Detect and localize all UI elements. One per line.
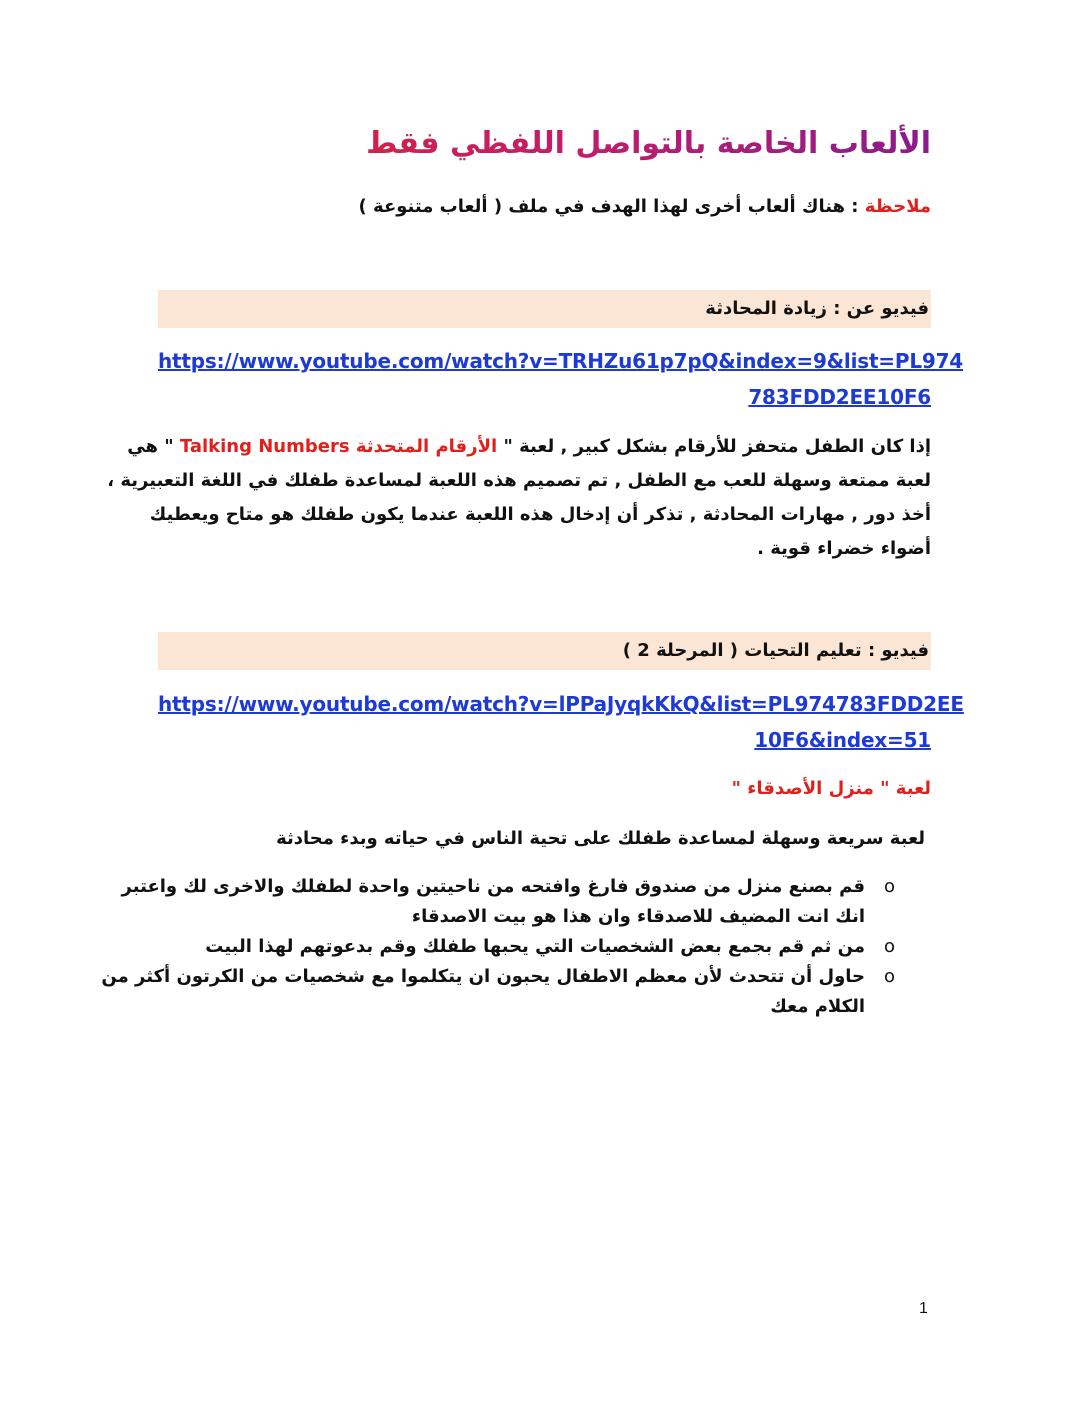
link-line: 10F6&index=51: [754, 728, 931, 752]
bullet-circle-icon: o: [883, 876, 895, 897]
link-line: https://www.youtube.com/watch?v=lPPaJyqkKkQ&list=PL974783FDD2EE: [158, 692, 964, 716]
paragraph-text: إذا كان الطفل متحفز للأرقام بشكل كبير , لعبة ": [497, 436, 931, 457]
section-heading-conversation: فيديو عن : زيادة المحادثة: [158, 290, 931, 328]
link-line: 783FDD2EE10F6: [748, 385, 931, 409]
list-item: [158, 932, 931, 962]
page-title: الألعاب الخاصة بالتواصل اللفظي فقط: [158, 122, 931, 166]
talking-numbers-paragraph: [107, 430, 931, 566]
game-name-highlight: الأرقام المتحدثة Talking Numbers: [179, 436, 498, 457]
game-title-friends-house: لعبة " منزل الأصدقاء ": [731, 778, 931, 799]
page-number: 1: [919, 1300, 928, 1317]
list-item-text: حاول أن تتحدث لأن معظم الاطفال يحبون ان يتكلموا مع شخصيات من الكرتون أكثر من: [101, 966, 865, 987]
list-item-text: قم بصنع منزل من صندوق فارغ وافتحه من ناحيتين واحدة لطفلك والاخرى لك واعتبر: [121, 876, 865, 897]
game-description: لعبة سريعة وسهلة لمساعدة طفلك على تحية الناس في حياته وبدء محادثة: [276, 828, 925, 849]
note-line: [158, 190, 931, 224]
list-item-text: انك انت المضيف للاصدقاء وان هذا هو بيت الاصدقاء: [411, 906, 865, 927]
paragraph-line: لعبة ممتعة وسهلة للعب مع الطفل , تم تصميم هذه اللعبة لمساعدة طفلك في اللغة التعبيرية ،: [107, 470, 931, 491]
paragraph-line: أضواء خضراء قوية .: [757, 538, 931, 559]
list-item-text: من ثم قم بجمع بعض الشخصيات التي يحبها طفلك وقم بدعوتهم لهذا البيت: [205, 936, 865, 957]
bullet-circle-icon: o: [883, 936, 895, 957]
note-label: ملاحظة: [864, 196, 931, 217]
paragraph-line: [127, 430, 931, 464]
paragraph-text: " هي: [127, 436, 180, 457]
video-link-conversation[interactable]: [158, 343, 964, 415]
list-item: [101, 962, 931, 1022]
video-link-greetings[interactable]: [158, 686, 964, 758]
instructions-list: [101, 872, 931, 1022]
paragraph-line: أخذ دور , مهارات المحادثة , تذكر أن إدخال هذه اللعبة عندما يكون طفلك هو متاح ويعطيك: [149, 504, 931, 525]
list-item-text: الكلام معك: [770, 996, 865, 1017]
bullet-circle-icon: o: [883, 966, 895, 987]
list-item: [121, 872, 931, 932]
section-heading-greetings: فيديو : تعليم التحيات ( المرحلة 2 ): [158, 632, 931, 670]
link-line: https://www.youtube.com/watch?v=TRHZu61p7pQ&index=9&list=PL974: [158, 349, 964, 373]
note-text: : هناك ألعاب أخرى لهذا الهدف في ملف ( ألعاب متنوعة ): [358, 196, 865, 217]
